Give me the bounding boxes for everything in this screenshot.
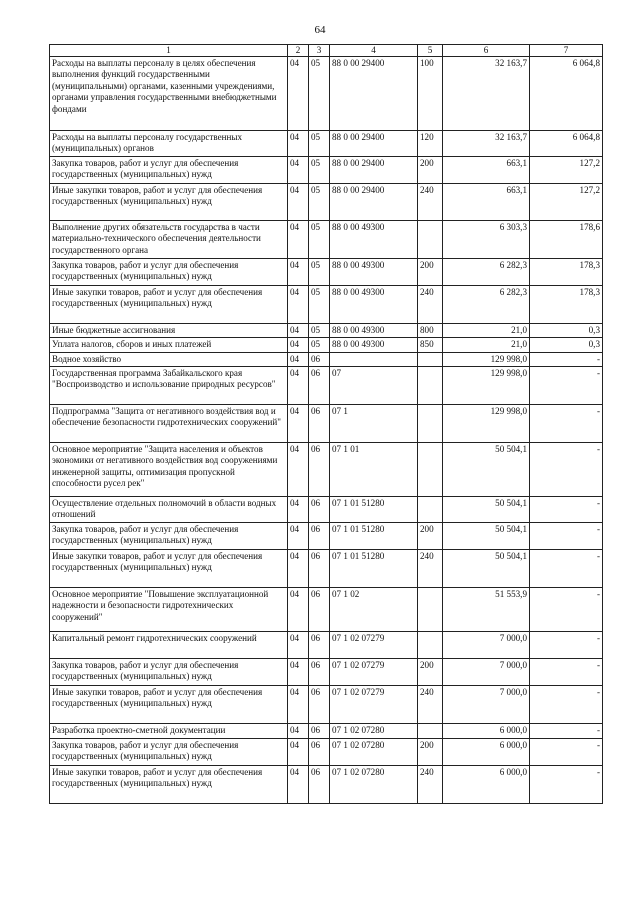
row-name: Закупка товаров, работ и услуг для обеспечения государственных (муниципальных) нужд	[50, 156, 288, 183]
rz-code: 04	[288, 631, 309, 658]
rz-code: 04	[288, 549, 309, 587]
csr-code: 07 1 02 07279	[330, 658, 418, 685]
pr-code: 06	[309, 723, 330, 738]
column-header: 2	[288, 45, 309, 57]
vr-code: 200	[418, 738, 443, 765]
amount-col7: 127,2	[530, 183, 603, 220]
table-row	[50, 765, 603, 803]
row-name: Капитальный ремонт гидротехнических сооружений	[50, 631, 288, 658]
vr-code: 240	[418, 549, 443, 587]
rz-code: 04	[288, 258, 309, 285]
rz-code: 04	[288, 522, 309, 549]
csr-code: 07 1 02 07279	[330, 631, 418, 658]
vr-code	[418, 367, 443, 405]
row-name: Водное хозяйство	[50, 352, 288, 366]
amount-col7: -	[530, 738, 603, 765]
vr-code	[418, 220, 443, 258]
rz-code: 04	[288, 183, 309, 220]
csr-code: 88 0 00 29400	[330, 131, 418, 157]
table-row	[50, 131, 603, 157]
row-name: Иные бюджетные ассигнования	[50, 323, 288, 337]
csr-code: 07	[330, 367, 418, 405]
amount-col7: 127,2	[530, 156, 603, 183]
amount-col7: -	[530, 497, 603, 523]
row-name: Подпрограмма "Защита от негативного воздействия вод и обеспечение безопасности гидротехнических сооружений"	[50, 405, 288, 443]
rz-code: 04	[288, 57, 309, 131]
amount-col7: -	[530, 631, 603, 658]
amount-col7: -	[530, 522, 603, 549]
amount-col7: 178,3	[530, 258, 603, 285]
table-row	[50, 352, 603, 366]
amount-col7: -	[530, 405, 603, 443]
csr-code: 07 1 01	[330, 443, 418, 497]
row-name: Закупка товаров, работ и услуг для обеспечения государственных (муниципальных) нужд	[50, 738, 288, 765]
table-row	[50, 587, 603, 631]
vr-code	[418, 443, 443, 497]
budget-table	[49, 44, 603, 804]
vr-code: 240	[418, 183, 443, 220]
row-name: Расходы на выплаты персоналу государственных (муниципальных) органов	[50, 131, 288, 157]
amount-col6: 129 998,0	[443, 352, 530, 366]
amount-col6: 32 163,7	[443, 57, 530, 131]
pr-code: 05	[309, 183, 330, 220]
rz-code: 04	[288, 685, 309, 723]
amount-col6: 663,1	[443, 156, 530, 183]
rz-code: 04	[288, 285, 309, 323]
column-header: 7	[530, 45, 603, 57]
pr-code: 06	[309, 497, 330, 523]
rz-code: 04	[288, 587, 309, 631]
amount-col6: 6 282,3	[443, 285, 530, 323]
pr-code: 06	[309, 631, 330, 658]
csr-code: 88 0 00 49300	[330, 220, 418, 258]
vr-code	[418, 587, 443, 631]
table-row	[50, 522, 603, 549]
csr-code: 07 1 01 51280	[330, 497, 418, 523]
row-name: Закупка товаров, работ и услуг для обеспечения государственных (муниципальных) нужд	[50, 658, 288, 685]
row-name: Иные закупки товаров, работ и услуг для обеспечения государственных (муниципальных) нужд	[50, 765, 288, 803]
csr-code: 07 1 02 07280	[330, 765, 418, 803]
rz-code: 04	[288, 723, 309, 738]
rz-code: 04	[288, 738, 309, 765]
csr-code: 07 1 01 51280	[330, 522, 418, 549]
amount-col7: -	[530, 685, 603, 723]
row-name: Государственная программа Забайкальского края "Воспроизводство и использование природных ресурсов"	[50, 367, 288, 405]
amount-col7: 0,3	[530, 338, 603, 352]
amount-col6: 7 000,0	[443, 658, 530, 685]
pr-code: 06	[309, 658, 330, 685]
pr-code: 05	[309, 220, 330, 258]
amount-col6: 129 998,0	[443, 405, 530, 443]
amount-col6: 32 163,7	[443, 131, 530, 157]
pr-code: 06	[309, 352, 330, 366]
vr-code	[418, 405, 443, 443]
rz-code: 04	[288, 405, 309, 443]
table-row	[50, 367, 603, 405]
rz-code: 04	[288, 338, 309, 352]
amount-col6: 21,0	[443, 338, 530, 352]
vr-code	[418, 497, 443, 523]
row-name: Основное мероприятие "Защита населения и объектов экономики от негативного воздействия вод сооружениями инженерной защиты, оптимизация пропускной способности русел рек"	[50, 443, 288, 497]
rz-code: 04	[288, 323, 309, 337]
vr-code	[418, 352, 443, 366]
rz-code: 04	[288, 352, 309, 366]
table-row	[50, 285, 603, 323]
vr-code: 200	[418, 258, 443, 285]
table-row	[50, 183, 603, 220]
csr-code: 88 0 00 29400	[330, 57, 418, 131]
row-name: Иные закупки товаров, работ и услуг для обеспечения государственных (муниципальных) нужд	[50, 549, 288, 587]
table-body	[50, 57, 603, 804]
rz-code: 04	[288, 156, 309, 183]
vr-code: 240	[418, 285, 443, 323]
amount-col6: 6 000,0	[443, 723, 530, 738]
csr-code	[330, 352, 418, 366]
amount-col7: 178,3	[530, 285, 603, 323]
vr-code	[418, 631, 443, 658]
pr-code: 05	[309, 156, 330, 183]
table-row	[50, 738, 603, 765]
pr-code: 05	[309, 131, 330, 157]
csr-code: 88 0 00 49300	[330, 258, 418, 285]
amount-col6: 50 504,1	[443, 443, 530, 497]
amount-col6: 21,0	[443, 323, 530, 337]
vr-code	[418, 723, 443, 738]
row-name: Закупка товаров, работ и услуг для обеспечения государственных (муниципальных) нужд	[50, 258, 288, 285]
rz-code: 04	[288, 220, 309, 258]
pr-code: 05	[309, 338, 330, 352]
vr-code: 850	[418, 338, 443, 352]
pr-code: 05	[309, 258, 330, 285]
table-row	[50, 220, 603, 258]
amount-col6: 7 000,0	[443, 631, 530, 658]
table-row	[50, 57, 603, 131]
table-row	[50, 156, 603, 183]
pr-code: 06	[309, 587, 330, 631]
amount-col7: -	[530, 352, 603, 366]
amount-col6: 6 000,0	[443, 765, 530, 803]
pr-code: 06	[309, 443, 330, 497]
pr-code: 06	[309, 765, 330, 803]
table-row	[50, 685, 603, 723]
pr-code: 05	[309, 57, 330, 131]
rz-code: 04	[288, 658, 309, 685]
vr-code: 800	[418, 323, 443, 337]
amount-col6: 51 553,9	[443, 587, 530, 631]
table-row	[50, 631, 603, 658]
pr-code: 06	[309, 522, 330, 549]
amount-col7: -	[530, 723, 603, 738]
amount-col6: 129 998,0	[443, 367, 530, 405]
amount-col7: -	[530, 443, 603, 497]
amount-col6: 6 000,0	[443, 738, 530, 765]
vr-code: 200	[418, 658, 443, 685]
table-row	[50, 405, 603, 443]
column-header: 6	[443, 45, 530, 57]
amount-col7: -	[530, 587, 603, 631]
rz-code: 04	[288, 367, 309, 405]
table-row	[50, 323, 603, 337]
amount-col7: -	[530, 658, 603, 685]
csr-code: 07 1 02 07279	[330, 685, 418, 723]
row-name: Расходы на выплаты персоналу в целях обеспечения выполнения функций государственными (муниципальными) органами, казенными учреждениями, органами управления государственными внебюджетными фондами	[50, 57, 288, 131]
pr-code: 06	[309, 405, 330, 443]
amount-col7: -	[530, 549, 603, 587]
csr-code: 88 0 00 49300	[330, 323, 418, 337]
csr-code: 07 1 02	[330, 587, 418, 631]
row-name: Осуществление отдельных полномочий в области водных отношений	[50, 497, 288, 523]
pr-code: 06	[309, 738, 330, 765]
vr-code: 200	[418, 156, 443, 183]
pr-code: 05	[309, 323, 330, 337]
rz-code: 04	[288, 131, 309, 157]
rz-code: 04	[288, 765, 309, 803]
amount-col6: 7 000,0	[443, 685, 530, 723]
csr-code: 88 0 00 29400	[330, 183, 418, 220]
row-name: Иные закупки товаров, работ и услуг для обеспечения государственных (муниципальных) нужд	[50, 285, 288, 323]
amount-col6: 50 504,1	[443, 497, 530, 523]
table-row	[50, 443, 603, 497]
row-name: Уплата налогов, сборов и иных платежей	[50, 338, 288, 352]
csr-code: 07 1 01 51280	[330, 549, 418, 587]
csr-code: 07 1	[330, 405, 418, 443]
column-header: 3	[309, 45, 330, 57]
amount-col6: 6 303,3	[443, 220, 530, 258]
vr-code: 200	[418, 522, 443, 549]
table-header-row	[50, 45, 603, 57]
table-row	[50, 723, 603, 738]
csr-code: 88 0 00 49300	[330, 285, 418, 323]
amount-col6: 50 504,1	[443, 549, 530, 587]
vr-code: 240	[418, 685, 443, 723]
amount-col7: 6 064,8	[530, 131, 603, 157]
table-row	[50, 258, 603, 285]
table-row	[50, 497, 603, 523]
amount-col7: -	[530, 765, 603, 803]
rz-code: 04	[288, 497, 309, 523]
pr-code: 06	[309, 367, 330, 405]
amount-col6: 50 504,1	[443, 522, 530, 549]
amount-col6: 663,1	[443, 183, 530, 220]
csr-code: 88 0 00 49300	[330, 338, 418, 352]
page-number: 64	[314, 24, 326, 36]
csr-code: 07 1 02 07280	[330, 723, 418, 738]
row-name: Иные закупки товаров, работ и услуг для обеспечения государственных (муниципальных) нужд	[50, 183, 288, 220]
amount-col7: -	[530, 367, 603, 405]
row-name: Выполнение других обязательств государства в части материально-технического обеспечения деятельности государственного органа	[50, 220, 288, 258]
amount-col7: 6 064,8	[530, 57, 603, 131]
amount-col7: 178,6	[530, 220, 603, 258]
row-name: Закупка товаров, работ и услуг для обеспечения государственных (муниципальных) нужд	[50, 522, 288, 549]
pr-code: 06	[309, 685, 330, 723]
column-header: 4	[330, 45, 418, 57]
csr-code: 07 1 02 07280	[330, 738, 418, 765]
vr-code: 120	[418, 131, 443, 157]
csr-code: 88 0 00 29400	[330, 156, 418, 183]
vr-code: 240	[418, 765, 443, 803]
row-name: Разработка проектно-сметной документации	[50, 723, 288, 738]
pr-code: 06	[309, 549, 330, 587]
column-header: 5	[418, 45, 443, 57]
table-row	[50, 658, 603, 685]
row-name: Иные закупки товаров, работ и услуг для обеспечения государственных (муниципальных) нужд	[50, 685, 288, 723]
amount-col7: 0,3	[530, 323, 603, 337]
table-row	[50, 549, 603, 587]
vr-code: 100	[418, 57, 443, 131]
rz-code: 04	[288, 443, 309, 497]
pr-code: 05	[309, 285, 330, 323]
table-row	[50, 338, 603, 352]
amount-col6: 6 282,3	[443, 258, 530, 285]
column-header: 1	[50, 45, 288, 57]
row-name: Основное мероприятие "Повышение эксплуатационной надежности и безопасности гидротехнических сооружений"	[50, 587, 288, 631]
